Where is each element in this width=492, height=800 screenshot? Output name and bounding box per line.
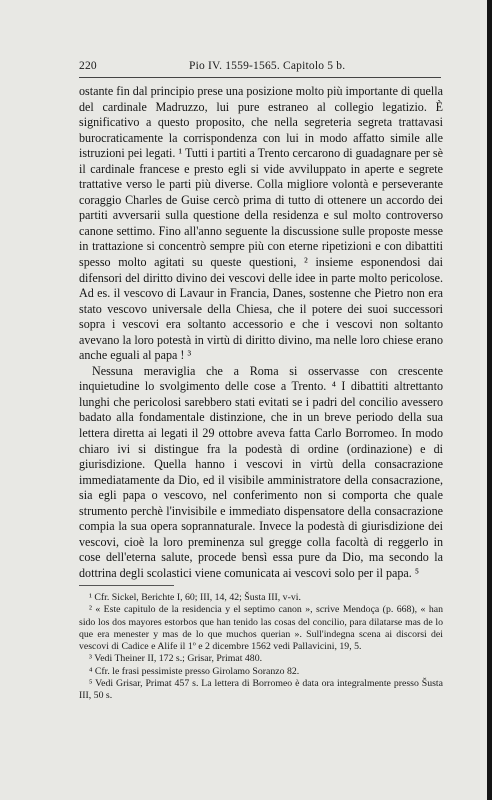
footnote-3: ³ Vedi Theiner II, 172 s.; Grisar, Primat 480. xyxy=(89,653,263,665)
footnote-1: ¹ Cfr. Sickel, Berichte I, 60; III, 14, 42; Šusta III, v-vi. xyxy=(89,592,301,603)
running-title: Pio IV. 1559-1565. Capitolo 5 b. xyxy=(189,60,346,72)
header-rule xyxy=(79,77,441,78)
paragraph-1: ostante fin dal principio prese una posizione molto più importante di quella del cardinale Madruzzo, lui pure estraneo al collegio legatizio. È significativo a questo proposito, che nella segreteria segreta trattavasi burocraticamente la corrispondenza con lui in modo affatto simile alle istruzioni pei legati. ¹ Tutti i partiti a Trento cercarono di guadagnare per sè il cardinale francese e presto egli si vide avviluppato in aperte e segrete trattative verso le parti più diverse. Colla migliore volontà e perseverante coraggio Charles de Guise cercò prima di tutto di ottenere un accordo dei partiti avversarii sulla questione della residenza e sul molto controverso canone settimo. Fino all'anno seguente la discussione sulle proposte messe in trattazione si concentrò sempre più con eterne ripetizioni e con dibattiti spesso molto agitati su queste questioni, ² insieme esponendosi dai difensori del diritto divino dei vescovi delle idee in parte molto pericolose. Ad es. il vescovo di Lavaur in Francia, Danes, sostenne che Pietro non era stato vescovo universale della Chiesa, che il potere dei suoi successori sopra i vescovi era soltanto accessorio e che i vescovi non soltanto avevano la loro potestà in virtù di diritto divino, ma nelle loro chiese erano anche eguali al papa ! ³ xyxy=(79,84,443,363)
footnote-5: ⁵ Vedi Grisar, Primat 457 s. La lettera di Borromeo è data ora integralmente presso Šusta III, 50 s. xyxy=(79,678,443,702)
footnotes xyxy=(79,592,443,703)
scan-edge xyxy=(487,0,492,800)
footnote-rule xyxy=(79,585,174,586)
footnote-4: ⁴ Cfr. le frasi pessimiste presso Girolamo Soranzo 82. xyxy=(89,665,300,677)
main-text xyxy=(79,84,443,582)
page-number: 220 xyxy=(79,60,97,72)
paragraph-2: Nessuna meraviglia che a Roma si osservasse con crescente inquietudine lo svolgimento delle cose a Trento. ⁴ I dibattiti altrettanto lunghi che pericolosi sarebbero stati evitati se i padri del concilio avessero badato alla fondamentale distinzione, che in un breve periodo della sua lettera diretta ai legati il 29 ottobre aveva fatta Carlo Borromeo. In modo chiaro ivi si distingue fra la podestà di ordine (ordinazione) e di giurisdizione. Quella hanno i vescovi in virtù della consacrazione immediatamente da Dio, ed il visibile amministratore della consacrazione, sia egli papa o vescovo, nel conferimento non si comporta che quale strumento perchè l'invisibile e immediato dispensatore della consacrazione compia la sua opera soprannaturale. Invece la podestà di giurisdizione dei vescovi, cioè la loro preminenza sul gregge colla facoltà di reggerlo in cose dell'eterna salute, procede bensì essa pure da Dio, ma secondo la dottrina degli scolastici viene comunicata ai vescovi solo per il papa. ⁵ xyxy=(79,363,443,580)
running-header xyxy=(79,60,441,76)
footnote-2: ² « Este capitulo de la residencia y el septimo canon », scrive Mendoça (p. 668), « han sido los dos mayores estorbos que han tenido las cosas del concilio, para dilatarse mas de lo que era menester y mas de lo que muchos querian ». Sull'indegna scena ai discorsi dei vescovi di Cadice e Alife il 1º e 2 dicembre 1562 vedi Pallavicini, 19, 5. xyxy=(79,604,443,653)
